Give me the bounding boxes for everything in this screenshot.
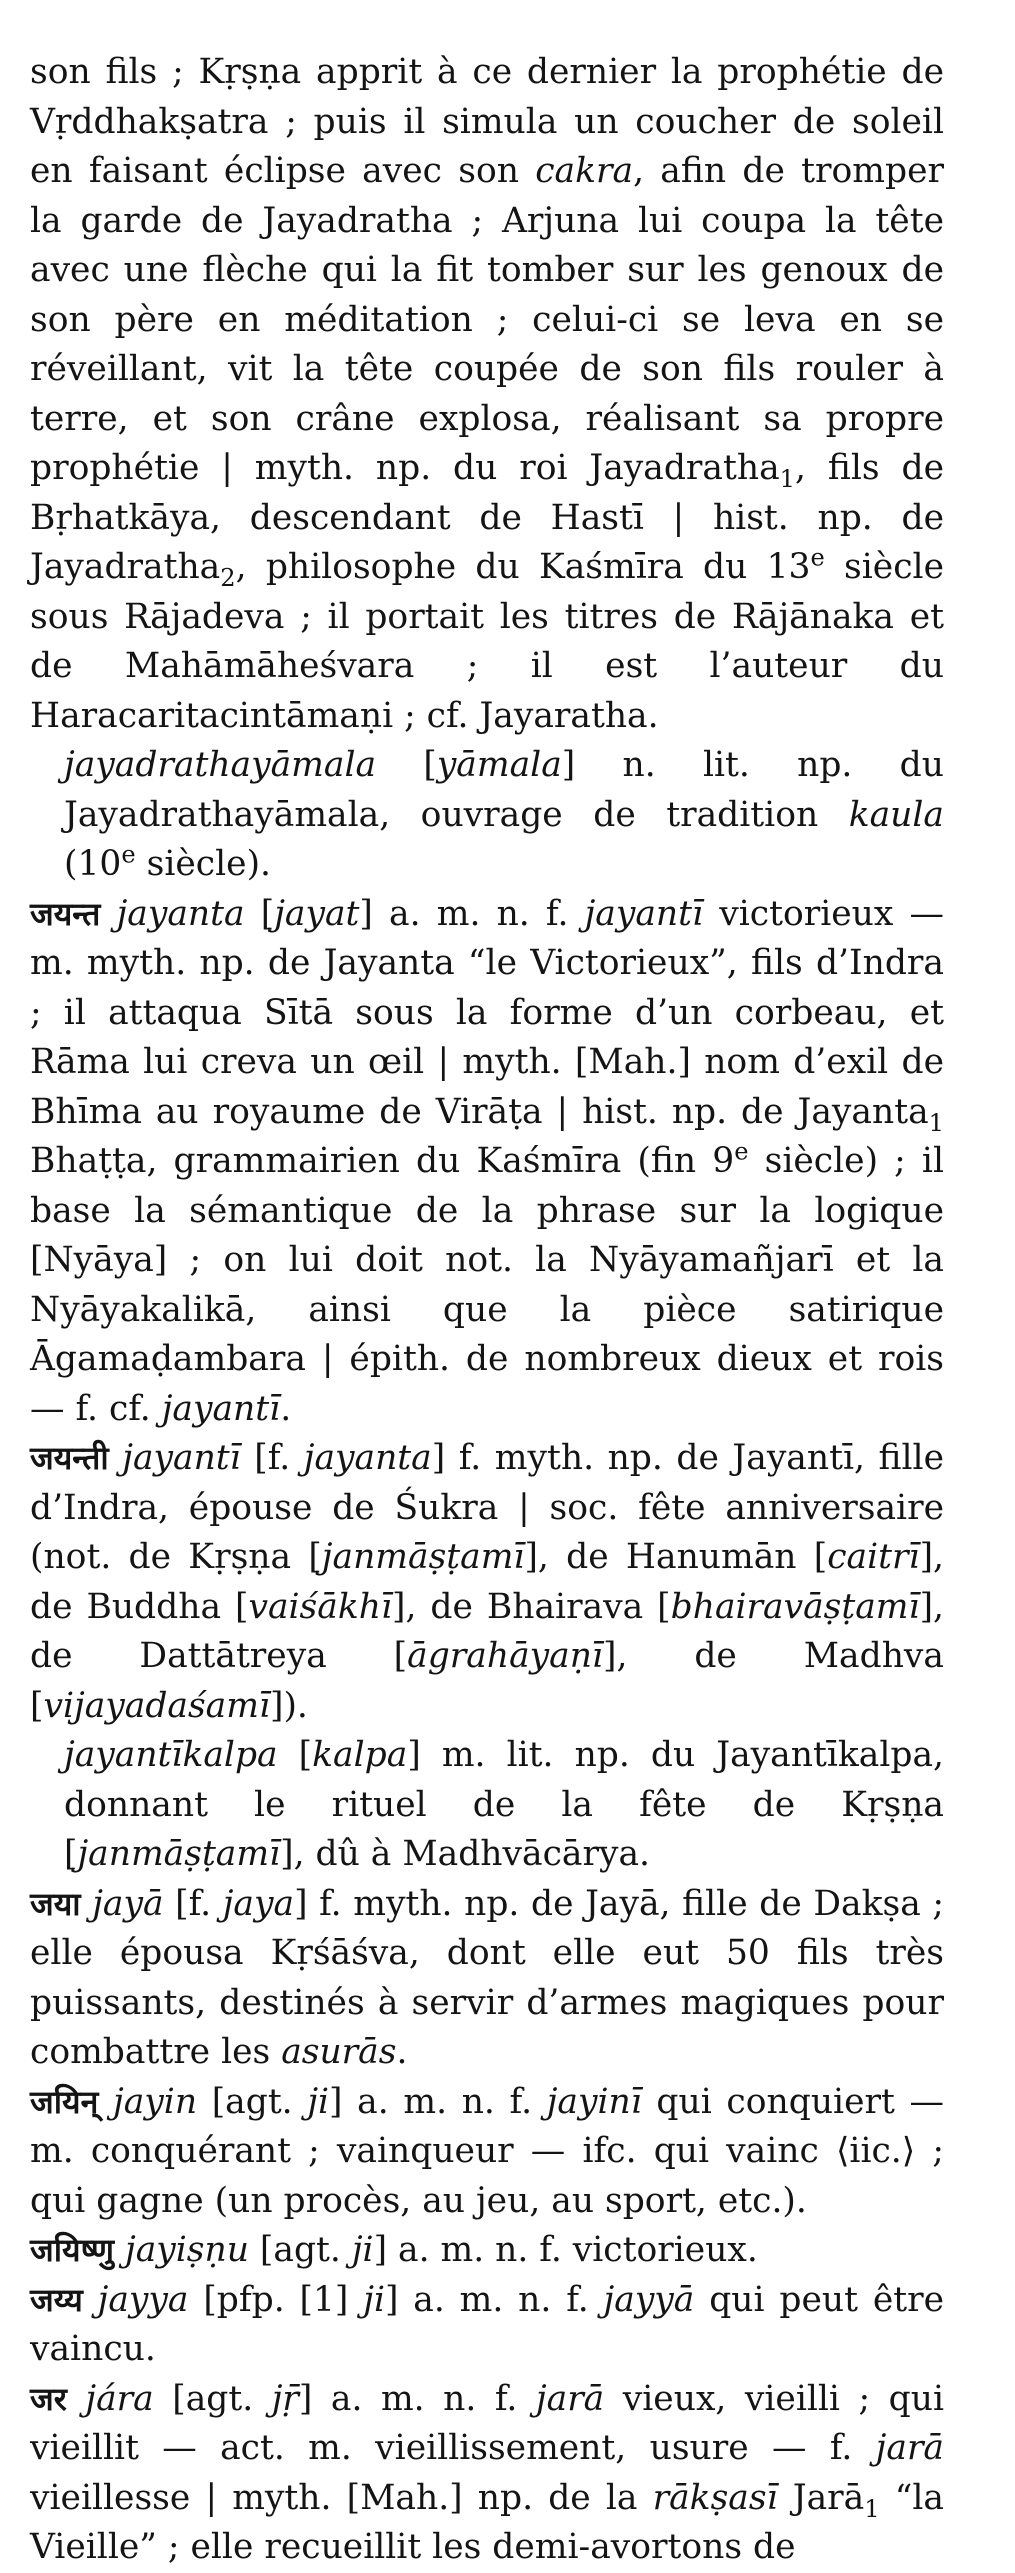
text-segment: , philosophe du Kaśmīra du 13	[235, 547, 811, 587]
italic-term: jayanta	[303, 1438, 432, 1478]
devanagari-headword: जर	[30, 2379, 67, 2418]
text-segment: [agt.	[153, 2378, 272, 2419]
text-segment	[109, 1438, 123, 1478]
italic-term: jayiṣṇu	[125, 2230, 249, 2270]
italic-term: jayā	[92, 1883, 164, 1924]
italic-term: jayantī	[584, 893, 704, 934]
italic-term: bhairavāṣṭamī	[670, 1586, 920, 1627]
text-segment: ] n. lit. np. du Jayadrathayāmala, ouvrage de tradition	[64, 745, 944, 835]
entry-jayanti	[30, 1434, 944, 1731]
text-segment: ] m. lit. np. du Jayantīkalpa, donnant le rituel de la fête de Kṛṣṇa [	[64, 1735, 944, 1874]
text-segment: vieux, vieilli ; qui vieillit — act. m. vieillissement, usure — f.	[30, 2378, 944, 2468]
text-segment: ], de Dattātreya [	[30, 1586, 944, 1676]
subscript-index: 1	[928, 1108, 944, 1137]
subscript-index: 1	[779, 464, 796, 493]
text-segment	[83, 2280, 98, 2320]
text-segment: , fils de Bṛhatkāya, descendant de Hastī | hist. np. de Jayadratha	[30, 448, 944, 587]
entry-jayisnu	[30, 2226, 944, 2276]
text-segment: siècle) ; il base la sémantique de la phrase sur la logique [Nyāya] ; on lui doit not. la Nyāyamañjarī et la Nyāyakalikā, ainsi que la pièce satirique Āgamaḍambara | épith. de nombreux dieux et rois — f. cf.	[30, 1141, 944, 1429]
italic-term: jarā	[535, 2378, 605, 2419]
text-segment: victorieux — m. myth. np. de Jayanta “le Victorieux”, fils d’Indra ; il attaqua Sītā sous la forme d’un corbeau, et Rāma lui creva un œil | myth. [Mah.] nom d’exil de Bhīma au royaume de Virāṭa | hist. np. de Jayanta	[30, 893, 944, 1132]
text-segment: [pfp. [1]	[188, 2279, 364, 2320]
entry-jayin	[30, 2078, 944, 2227]
text-segment: vieillesse | myth. [Mah.] np. de la	[30, 2477, 653, 2518]
italic-term: rākṣasī	[652, 2477, 778, 2518]
italic-term: jarā	[875, 2428, 944, 2468]
superscript: e	[810, 543, 825, 572]
devanagari-headword: जयन्त	[30, 894, 101, 933]
devanagari-headword: जयन्ती	[30, 1439, 109, 1477]
italic-term: jayadrathayāmala	[64, 745, 377, 785]
italic-term: jayya	[97, 2279, 189, 2320]
dictionary-page	[30, 48, 944, 2573]
italic-term: jayantīkalpa	[64, 1735, 278, 1775]
text-segment: (10	[64, 844, 122, 884]
italic-term: jayantī	[122, 1438, 241, 1478]
text-segment: [agt.	[197, 2081, 308, 2122]
text-segment: ], dû à Madhvācārya.	[280, 1834, 650, 1874]
entry-jayantikalpa	[30, 1731, 944, 1880]
subscript-index: 1	[864, 2494, 880, 2523]
text-segment: ] a. m. n. f.	[298, 2378, 536, 2419]
italic-term: yāmala	[436, 745, 562, 785]
italic-term: ji	[307, 2081, 330, 2122]
italic-term: ji	[351, 2230, 374, 2270]
entry-jayya	[30, 2276, 944, 2375]
italic-term: jṝ	[271, 2378, 299, 2419]
devanagari-headword: जयिष्णु	[30, 2231, 115, 2269]
text-segment: [	[376, 745, 437, 785]
entry-jaya	[30, 1880, 944, 2078]
text-segment	[100, 894, 116, 934]
italic-term: jayantī	[161, 1388, 281, 1429]
italic-term: jayanta	[116, 893, 245, 934]
italic-term: jayat	[274, 893, 360, 934]
text-segment: .	[280, 1388, 292, 1429]
text-segment: ] a. m. n. f.	[329, 2081, 547, 2122]
text-segment: [agt.	[248, 2230, 352, 2270]
italic-term: jayinī	[546, 2081, 642, 2122]
devanagari-headword: जय्य	[30, 2280, 83, 2319]
italic-term: janmāṣṭamī	[321, 1537, 525, 1577]
text-segment	[114, 2230, 125, 2270]
italic-term: cakra	[535, 151, 634, 191]
text-segment: ] a. m. n. f. victorieux.	[373, 2230, 758, 2270]
text-segment: siècle).	[135, 844, 271, 884]
text-segment: [f.	[240, 1438, 304, 1478]
text-segment: qui peut être vaincu.	[30, 2279, 945, 2369]
text-segment: ] a. m. n. f.	[359, 893, 585, 934]
text-segment: .	[396, 2032, 408, 2072]
superscript: e	[121, 840, 136, 869]
text-segment: ] f. myth. np. de Jayantī, fille d’Indra, épouse de Śukra | soc. fête anniversaire (not. de Kṛṣṇa [	[30, 1438, 944, 1577]
text-segment: siècle sous Rājadeva ; il portait les titres de Rājānaka et de Mahāmāheśvara ; il est l’auteur du Haracaritacintāmaṇi ; cf. Jayaratha.	[30, 547, 944, 736]
text-segment: ] f. myth. np. de Jayā, fille de Dakṣa ; elle épousa Kṛśāśva, dont elle eut 50 fils très puissants, destinés à servir d’armes magiques pour combattre les	[30, 1883, 944, 2072]
italic-term: asurās	[281, 2032, 397, 2072]
devanagari-headword: जयिन्	[30, 2082, 99, 2121]
devanagari-headword: जया	[30, 1884, 81, 1923]
italic-term: kalpa	[312, 1735, 408, 1775]
text-segment: ] a. m. n. f.	[384, 2279, 604, 2320]
text-segment	[81, 1884, 93, 1924]
text-segment: , afin de tromper la garde de Jayadratha ; Arjuna lui coupa la tête avec une flèche qui la fit tomber sur les genoux de son père en méditation ; celui-ci se leva en se réveillant, vit la tête coupée de son fils rouler à terre, et son crâne explosa, réalisant sa propre prophétie | myth. np. du roi Jayadratha	[30, 151, 944, 488]
text-segment: ], de Bhairava [	[392, 1586, 671, 1627]
entry-jara	[30, 2375, 944, 2573]
entry-jayanta	[30, 890, 944, 1435]
italic-term: janmāṣṭamī	[77, 1834, 281, 1874]
italic-term: ji	[363, 2279, 385, 2320]
subscript-index: 2	[220, 563, 236, 592]
italic-term: āgrahāyaṇī	[407, 1636, 603, 1676]
italic-term: jaya	[222, 1883, 295, 1924]
italic-term: caitrī	[827, 1537, 920, 1577]
text-segment: ], de Hanumān [	[524, 1537, 828, 1577]
entry-continuation	[30, 48, 944, 741]
text-segment: Bhaṭṭa, grammairien du Kaśmīra (fin 9	[30, 1141, 735, 1181]
italic-term: jára	[85, 2378, 154, 2419]
text-segment	[98, 2082, 113, 2122]
italic-term: jayin	[113, 2081, 198, 2122]
text-segment: ], de Buddha [	[30, 1537, 944, 1627]
italic-term: vaiśākhī	[248, 1586, 392, 1627]
italic-term: kaula	[848, 794, 944, 835]
italic-term: vijayadaśamī	[43, 1685, 270, 1726]
text-segment: [	[244, 893, 275, 934]
text-segment: Jarā	[777, 2477, 865, 2518]
text-segment: [	[277, 1735, 313, 1775]
text-segment: [f.	[163, 1883, 223, 1924]
text-segment	[67, 2379, 86, 2419]
italic-term: jayyā	[603, 2279, 695, 2320]
superscript: e	[734, 1137, 749, 1166]
entry-jayadrathayamala	[30, 741, 944, 890]
text-segment: qui conquiert — m. conquérant ; vainqueur — ifc. qui vainc ⟨iic.⟩ ; qui gagne (un procès, au jeu, au sport, etc.).	[30, 2081, 945, 2221]
text-segment: “la Vieille” ; elle recueillit les demi-avortons de	[30, 2477, 944, 2567]
text-segment: ], de Madhva [	[30, 1636, 944, 1726]
text-segment: ]).	[270, 1685, 308, 1726]
text-segment: son fils ; Kṛṣṇa apprit à ce dernier la prophétie de Vṛddhakṣatra ; puis il simula un coucher de soleil en faisant éclipse avec son	[30, 52, 944, 191]
